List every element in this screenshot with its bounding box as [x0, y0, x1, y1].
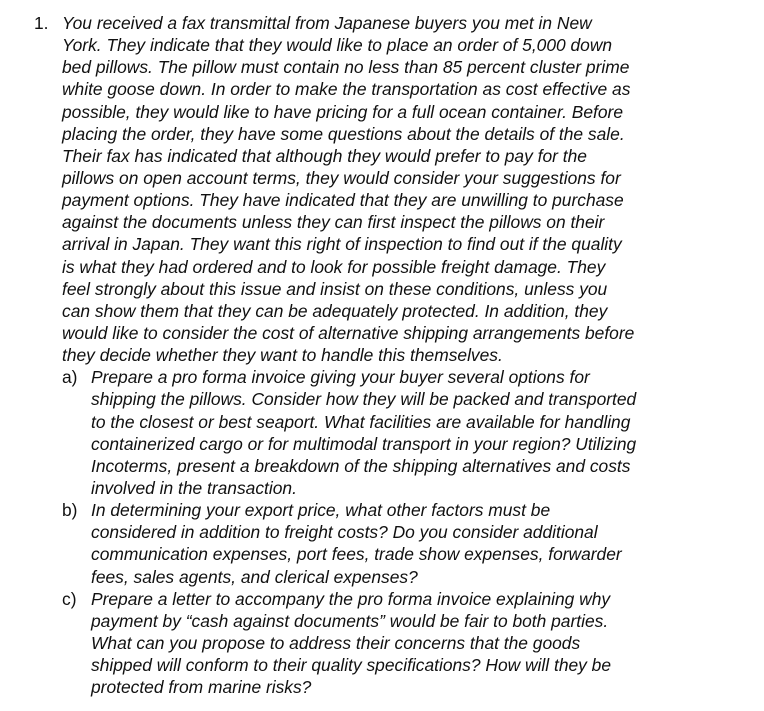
- question-line: feel strongly about this issue and insist on these conditions, unless you: [62, 278, 608, 299]
- question-line: arrival in Japan. They want this right of inspection to find out if the quality: [62, 234, 622, 255]
- sub-item-line: payment by “cash against documents” would be fair to both parties.: [91, 610, 609, 631]
- sub-item-line: fees, sales agents, and clerical expenses?: [91, 566, 418, 587]
- sub-item-c: [0, 588, 764, 699]
- question-line: white goose down. In order to make the transportation as cost effective as: [62, 79, 631, 100]
- question-line: pillows on open account terms, they would consider your suggestions for: [62, 167, 621, 188]
- question-line: possible, they would like to have pricing for a full ocean container. Before: [62, 101, 624, 122]
- sub-item-text: [0, 588, 764, 699]
- sub-item-b: [0, 499, 764, 588]
- sub-item-line: protected from marine risks?: [91, 677, 312, 698]
- sub-item-line: Prepare a letter to accompany the pro forma invoice explaining why: [91, 588, 611, 609]
- sub-item-line: to the closest or best seaport. What facilities are available for handling: [91, 411, 631, 432]
- question-line: York. They indicate that they would like to place an order of 5,000 down: [62, 35, 613, 56]
- question-line: bed pillows. The pillow must contain no less than 85 percent cluster prime: [62, 57, 630, 78]
- sub-item-label: a): [62, 367, 78, 388]
- question-line: against the documents unless they can first inspect the pillows on their: [62, 212, 605, 233]
- sub-item-label: b): [62, 500, 78, 521]
- sub-item-line: shipped will conform to their quality specifications? How will they be: [91, 655, 612, 676]
- sub-item-line: containerized cargo or for multimodal transport in your region? Utilizing: [91, 433, 637, 454]
- question-text: [0, 12, 764, 366]
- sub-item-line: Prepare a pro forma invoice giving your buyer several options for: [91, 367, 590, 388]
- question-item: [0, 12, 764, 366]
- question-line: they decide whether they want to handle this themselves.: [62, 345, 503, 366]
- sub-item-text: [0, 366, 764, 499]
- sub-item-line: communication expenses, port fees, trade show expenses, forwarder: [91, 544, 622, 565]
- sub-item-line: involved in the transaction.: [91, 477, 297, 498]
- question-line: can show them that they can be adequately protected. In addition, they: [62, 300, 608, 321]
- document-body: [0, 12, 764, 698]
- sub-item-text: [0, 499, 764, 588]
- question-number: 1.: [34, 13, 49, 33]
- question-line: is what they had ordered and to look for possible freight damage. They: [62, 256, 606, 277]
- sub-item-label: c): [62, 588, 77, 609]
- sub-item-line: shipping the pillows. Consider how they will be packed and transported: [91, 389, 637, 410]
- sub-item-a: [0, 366, 764, 499]
- question-line: payment options. They have indicated that they are unwilling to purchase: [62, 190, 624, 211]
- sub-item-line: In determining your export price, what other factors must be: [91, 500, 551, 521]
- sub-item-line: Incoterms, present a breakdown of the shipping alternatives and costs: [91, 455, 631, 476]
- question-line: Their fax has indicated that although they would prefer to pay for the: [62, 145, 587, 166]
- sub-item-line: considered in addition to freight costs? Do you consider additional: [91, 522, 598, 543]
- sub-item-line: What can you propose to address their concerns that the goods: [91, 632, 581, 653]
- question-line: placing the order, they have some questions about the details of the sale.: [62, 123, 625, 144]
- question-line: You received a fax transmittal from Japanese buyers you met in New: [62, 13, 592, 33]
- question-line: would like to consider the cost of alternative shipping arrangements before: [62, 322, 635, 343]
